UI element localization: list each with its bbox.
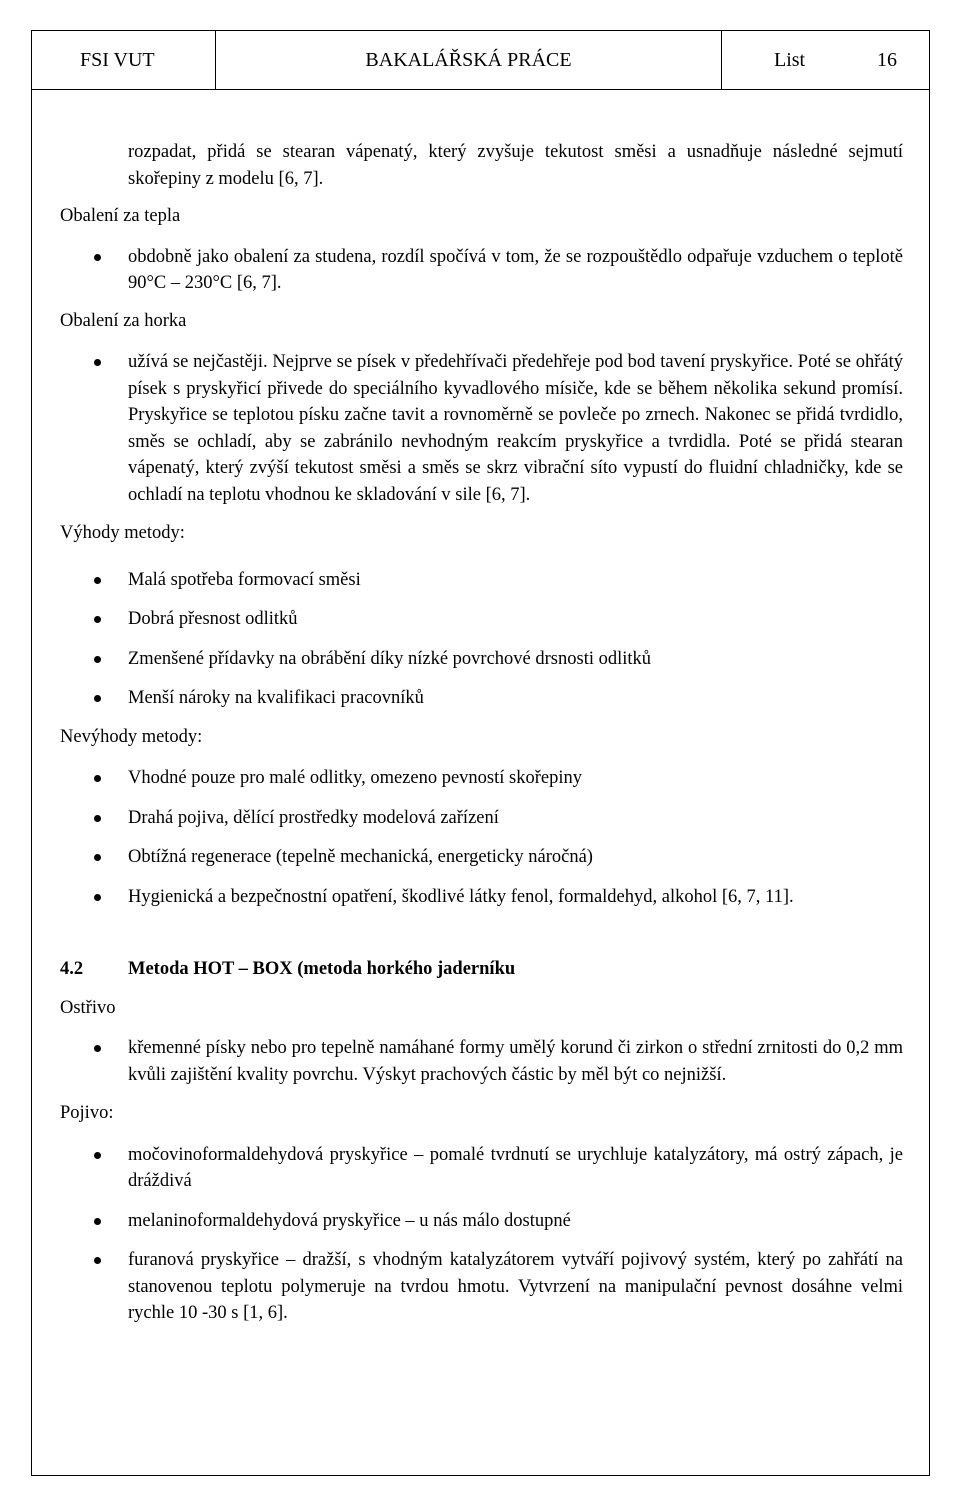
disadvantage-item: Obtížná regenerace (tepelně mechanická, energeticky náročná) <box>60 844 903 871</box>
section-number: 4.2 <box>60 959 84 979</box>
hot-heading: Obalení za horka <box>60 310 187 331</box>
page-content <box>60 139 903 1327</box>
pojivo-item: močovinoformaldehydová pryskyřice – pomalé tvrdnutí se urychluje katalyzátory, má ostrý zápach, je dráždivá <box>60 1142 903 1195</box>
header-page <box>722 31 929 89</box>
advantage-item: Dobrá přesnost odlitků <box>60 606 903 633</box>
section-title: Metoda HOT – BOX (metoda horkého jaderníku <box>128 959 516 979</box>
page-header <box>31 30 930 90</box>
section-heading <box>60 956 903 983</box>
pojivo-item: furanová pryskyřice – dražší, s vhodným katalyzátorem vytváří pojivový systém, který po zahřátí na stanovenou teplotu polymeruje na tvrdou hmotu. Vytvrzení na manipulační pevnost dosáhne velmi rychle 10 -30 s [1, 6]. <box>60 1247 903 1327</box>
header-school: FSI VUT <box>32 31 216 89</box>
advantages-heading: Výhody metody: <box>60 523 185 543</box>
advantage-item: Menší nároky na kvalifikaci pracovníků <box>60 685 903 712</box>
disadvantage-item: Vhodné pouze pro malé odlitky, omezeno pevností skořepiny <box>60 765 903 792</box>
ostrivo-item: křemenné písky nebo pro tepelně namáhané formy umělý korund či zirkon o střední zrnitosti do 0,2 mm kvůli zajištění kvality povrchu. Výskyt prachových částic by měl být co nejnižší. <box>60 1035 903 1088</box>
disadvantage-item: Drahá pojiva, dělící prostředky modelová zařízení <box>60 805 903 832</box>
disadvantages-heading: Nevýhody metody: <box>60 726 203 747</box>
ostrivo-heading: Ostřivo <box>60 997 116 1018</box>
header-page-number: 16 <box>877 48 897 71</box>
continued-text: rozpadat, přidá se stearan vápenatý, který zvyšuje tekutost směsi a usnadňuje následné sejmutí skořepiny z modelu [6, 7]. <box>128 142 903 189</box>
advantage-item: Malá spotřeba formovací směsi <box>60 567 903 594</box>
warm-heading: Obalení za tepla <box>60 206 181 226</box>
disadvantage-item: Hygienická a bezpečnostní opatření, škodlivé látky fenol, formaldehyd, alkohol [6, 7, 11]. <box>60 884 903 911</box>
pojivo-item: melaninoformaldehydová pryskyřice – u nás málo dostupné <box>60 1208 903 1235</box>
warm-item: obdobně jako obalení za studena, rozdíl spočívá v tom, že se rozpouštědlo odpařuje vzduchem o teplotě 90°C – 230°C [6, 7]. <box>60 244 903 297</box>
header-list-label: List <box>774 48 806 71</box>
advantage-item: Zmenšené přídavky na obrábění díky nízké povrchové drsnosti odlitků <box>60 646 903 673</box>
pojivo-heading: Pojivo: <box>60 1103 114 1123</box>
hot-item: užívá se nejčastěji. Nejprve se písek v předehřívači předehřeje pod bod tavení pryskyřice. Poté se ohřátý písek s pryskyřicí přivede do speciálního kyvadlového mísiče, kde se během několika sekund promísí. Pryskyřice se teplotou písku začne tavit a rovnoměrně se povleče po zrnech. Nakonec se přidá tvrdidlo, směs se ochladí, aby se zabránilo nevhodným reakcím pryskyřice a tvrdidla. Poté se přidá stearan vápenatý, který zvýší tekutost směsi a směs se skrz vibrační síto vypustí do fluidní chladničky, kde se ochladí na teplotu vhodnou ke skladování v sile [6, 7]. <box>60 349 903 508</box>
header-title: BAKALÁŘSKÁ PRÁCE <box>216 31 722 89</box>
